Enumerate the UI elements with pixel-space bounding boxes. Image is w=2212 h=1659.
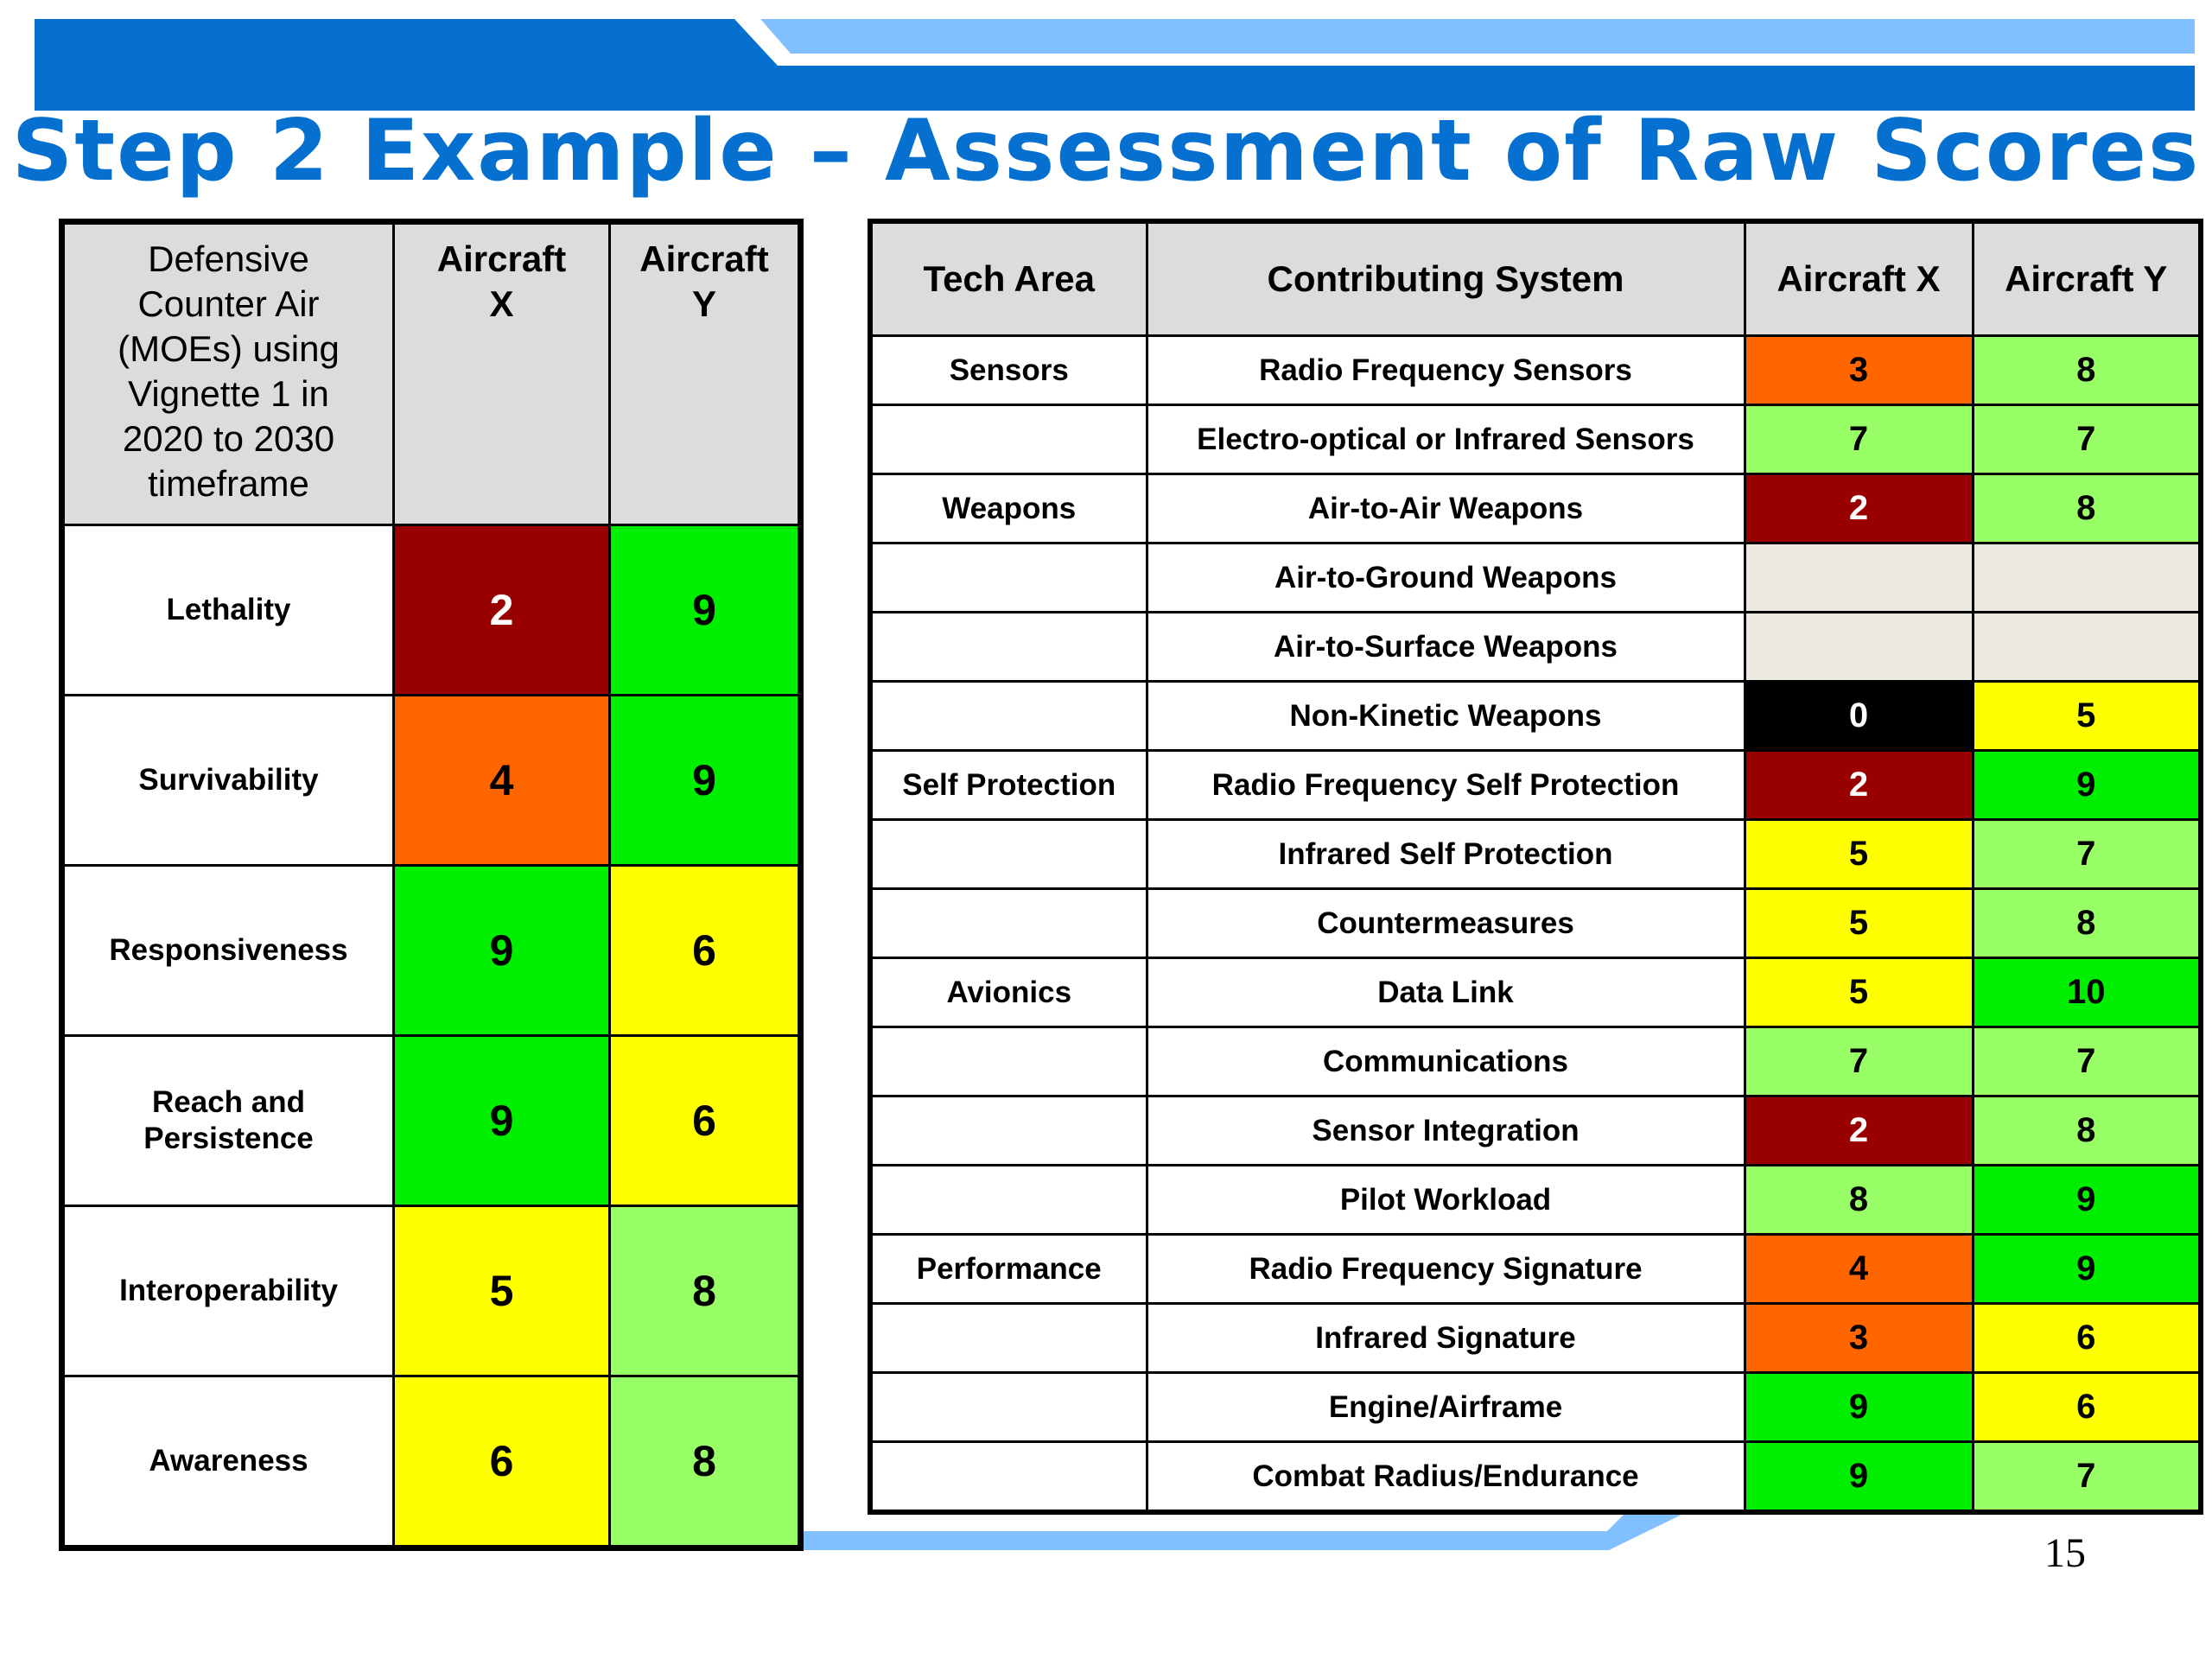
- tech-table-row: [870, 1096, 2201, 1166]
- contributing-system-cell: Non-Kinetic Weapons: [1147, 682, 1745, 751]
- contributing-system-cell: Electro-optical or Infrared Sensors: [1147, 405, 1745, 474]
- moe-name: [62, 1376, 394, 1548]
- aircraft-x-score: 9: [1745, 1442, 1973, 1513]
- tech-table-row: [870, 682, 2201, 751]
- tech-area-cell: Weapons: [870, 474, 1147, 543]
- moe-row: [62, 525, 801, 696]
- aircraft-y-score: [1973, 613, 2201, 682]
- aircraft-x-score: 2: [1745, 751, 1973, 820]
- contributing-system-cell: Data Link: [1147, 958, 1745, 1027]
- aircraft-x-score: 5: [1745, 820, 1973, 889]
- contributing-system-cell: Radio Frequency Sensors: [1147, 336, 1745, 405]
- aircraft-y-score: 6: [610, 866, 801, 1036]
- aircraft-x-score: 8: [1745, 1166, 1973, 1235]
- moe-name: [62, 525, 394, 696]
- contributing-system-cell: Radio Frequency Self Protection: [1147, 751, 1745, 820]
- aircraft-x-score: [1745, 613, 1973, 682]
- moe-name-line: Lethality: [166, 593, 291, 626]
- aircraft-x-score: 5: [1745, 958, 1973, 1027]
- tech-table-row: [870, 1235, 2201, 1304]
- tech-table-body: [870, 336, 2201, 1513]
- tech-table-row: [870, 889, 2201, 958]
- moe-header-line: (MOEs) using: [118, 328, 340, 369]
- tech-area-cell: [870, 1373, 1147, 1442]
- tech-area-cell: [870, 889, 1147, 958]
- tech-area-cell: [870, 613, 1147, 682]
- moe-row: [62, 1036, 801, 1206]
- moe-header-line: 2020 to 2030: [122, 418, 335, 459]
- aircraft-x-score: 3: [1745, 1304, 1973, 1373]
- aircraft-y-score: 6: [1973, 1304, 2201, 1373]
- aircraft-x-header-line: Aircraft: [436, 238, 567, 279]
- contributing-system-cell: Countermeasures: [1147, 889, 1745, 958]
- moe-row: [62, 1206, 801, 1376]
- tech-table-row: [870, 474, 2201, 543]
- tech-area-cell: [870, 543, 1147, 613]
- tech-table-row: [870, 820, 2201, 889]
- moe-name-line: Awareness: [149, 1444, 308, 1478]
- aircraft-x-column-header: [394, 222, 610, 525]
- aircraft-y-score: 8: [610, 1376, 801, 1548]
- contributing-system-column-header: Contributing System: [1147, 221, 1745, 336]
- aircraft-x-column-header: Aircraft X: [1745, 221, 1973, 336]
- aircraft-y-score: 9: [610, 696, 801, 866]
- aircraft-x-score: 5: [1745, 889, 1973, 958]
- tech-table-row: [870, 751, 2201, 820]
- tech-area-cell: [870, 682, 1147, 751]
- aircraft-y-score: 8: [610, 1206, 801, 1376]
- tech-table-header-row: [870, 221, 2201, 336]
- page-number: 15: [2044, 1530, 2086, 1576]
- moe-row: [62, 866, 801, 1036]
- tech-area-cell: [870, 1304, 1147, 1373]
- aircraft-y-score: 7: [1973, 1442, 2201, 1513]
- tech-table-row: [870, 405, 2201, 474]
- contributing-system-cell: Air-to-Air Weapons: [1147, 474, 1745, 543]
- tech-area-cell: [870, 1027, 1147, 1096]
- moe-name-line: Reach and: [152, 1085, 305, 1119]
- aircraft-y-score: 9: [1973, 751, 2201, 820]
- tech-area-cell: [870, 1442, 1147, 1513]
- tech-table-row: [870, 958, 2201, 1027]
- contributing-system-cell: Infrared Signature: [1147, 1304, 1745, 1373]
- moe-name: [62, 1206, 394, 1376]
- aircraft-y-score: 8: [1973, 474, 2201, 543]
- contributing-system-cell: Pilot Workload: [1147, 1166, 1745, 1235]
- tech-table-row: [870, 1304, 2201, 1373]
- moe-name-line: Survivability: [138, 763, 319, 797]
- tech-area-cell: [870, 820, 1147, 889]
- contributing-system-cell: Radio Frequency Signature: [1147, 1235, 1745, 1304]
- tech-area-cell: Avionics: [870, 958, 1147, 1027]
- aircraft-x-score: 7: [1745, 1027, 1973, 1096]
- aircraft-y-column-header: [610, 222, 801, 525]
- aircraft-x-score: 9: [1745, 1373, 1973, 1442]
- aircraft-y-header-line: Aircraft: [639, 238, 769, 279]
- aircraft-y-score: 8: [1973, 336, 2201, 405]
- aircraft-y-header-line: Y: [691, 283, 716, 324]
- aircraft-x-score: 9: [394, 1036, 610, 1206]
- tech-table-row: [870, 543, 2201, 613]
- tech-area-score-table: [868, 219, 2203, 1515]
- moe-header-line: timeframe: [148, 463, 309, 504]
- tech-area-column-header: Tech Area: [870, 221, 1147, 336]
- contributing-system-cell: Engine/Airframe: [1147, 1373, 1745, 1442]
- contributing-system-cell: Infrared Self Protection: [1147, 820, 1745, 889]
- aircraft-x-score: 7: [1745, 405, 1973, 474]
- moe-name-line: Interoperability: [119, 1274, 338, 1307]
- tech-table-row: [870, 1442, 2201, 1513]
- tech-table-row: [870, 1027, 2201, 1096]
- tech-table-row: [870, 1166, 2201, 1235]
- aircraft-y-score: 8: [1973, 1096, 2201, 1166]
- moe-table-header-row: [62, 222, 801, 525]
- contributing-system-cell: Air-to-Ground Weapons: [1147, 543, 1745, 613]
- tech-table-row: [870, 1373, 2201, 1442]
- aircraft-x-score: 9: [394, 866, 610, 1036]
- moe-name-line: Persistence: [143, 1122, 314, 1155]
- aircraft-y-score: 9: [610, 525, 801, 696]
- aircraft-y-score: 7: [1973, 405, 2201, 474]
- aircraft-x-score: 0: [1745, 682, 1973, 751]
- aircraft-y-column-header: Aircraft Y: [1973, 221, 2201, 336]
- tech-area-cell: [870, 1166, 1147, 1235]
- aircraft-x-header-line: X: [489, 283, 514, 324]
- tech-area-cell: Sensors: [870, 336, 1147, 405]
- aircraft-x-score: 4: [394, 696, 610, 866]
- moe-name: [62, 866, 394, 1036]
- contributing-system-cell: Air-to-Surface Weapons: [1147, 613, 1745, 682]
- moe-header-line: Vignette 1 in: [128, 373, 329, 414]
- aircraft-x-score: 4: [1745, 1235, 1973, 1304]
- moe-score-table: [59, 219, 804, 1551]
- aircraft-y-score: 5: [1973, 682, 2201, 751]
- aircraft-x-score: 5: [394, 1206, 610, 1376]
- aircraft-y-score: 7: [1973, 820, 2201, 889]
- aircraft-x-score: 2: [1745, 474, 1973, 543]
- contributing-system-cell: Sensor Integration: [1147, 1096, 1745, 1166]
- moe-row: [62, 1376, 801, 1548]
- moe-name: [62, 696, 394, 866]
- tech-area-cell: [870, 405, 1147, 474]
- tech-table-row: [870, 336, 2201, 405]
- slide-title: Step 2 Example – Assessment of Raw Scores: [11, 102, 2201, 200]
- moe-row: [62, 696, 801, 866]
- tech-area-cell: [870, 1096, 1147, 1166]
- aircraft-y-score: 6: [610, 1036, 801, 1206]
- aircraft-y-score: 8: [1973, 889, 2201, 958]
- moe-name: [62, 1036, 394, 1206]
- aircraft-y-score: 10: [1973, 958, 2201, 1027]
- contributing-system-cell: Combat Radius/Endurance: [1147, 1442, 1745, 1513]
- aircraft-x-score: 6: [394, 1376, 610, 1548]
- top-light-blue-band: [760, 19, 2195, 54]
- aircraft-x-score: [1745, 543, 1973, 613]
- moe-name-line: Responsiveness: [109, 933, 348, 967]
- moe-column-header: [62, 222, 394, 525]
- aircraft-y-score: 9: [1973, 1166, 2201, 1235]
- contributing-system-cell: Communications: [1147, 1027, 1745, 1096]
- moe-header-line: Counter Air: [137, 283, 320, 324]
- aircraft-y-score: 6: [1973, 1373, 2201, 1442]
- aircraft-y-score: [1973, 543, 2201, 613]
- aircraft-x-score: 3: [1745, 336, 1973, 405]
- aircraft-y-score: 7: [1973, 1027, 2201, 1096]
- moe-header-line: Defensive: [148, 238, 309, 279]
- tech-area-cell: Self Protection: [870, 751, 1147, 820]
- aircraft-x-score: 2: [1745, 1096, 1973, 1166]
- tech-area-cell: Performance: [870, 1235, 1147, 1304]
- aircraft-y-score: 9: [1973, 1235, 2201, 1304]
- tech-table-row: [870, 613, 2201, 682]
- aircraft-x-score: 2: [394, 525, 610, 696]
